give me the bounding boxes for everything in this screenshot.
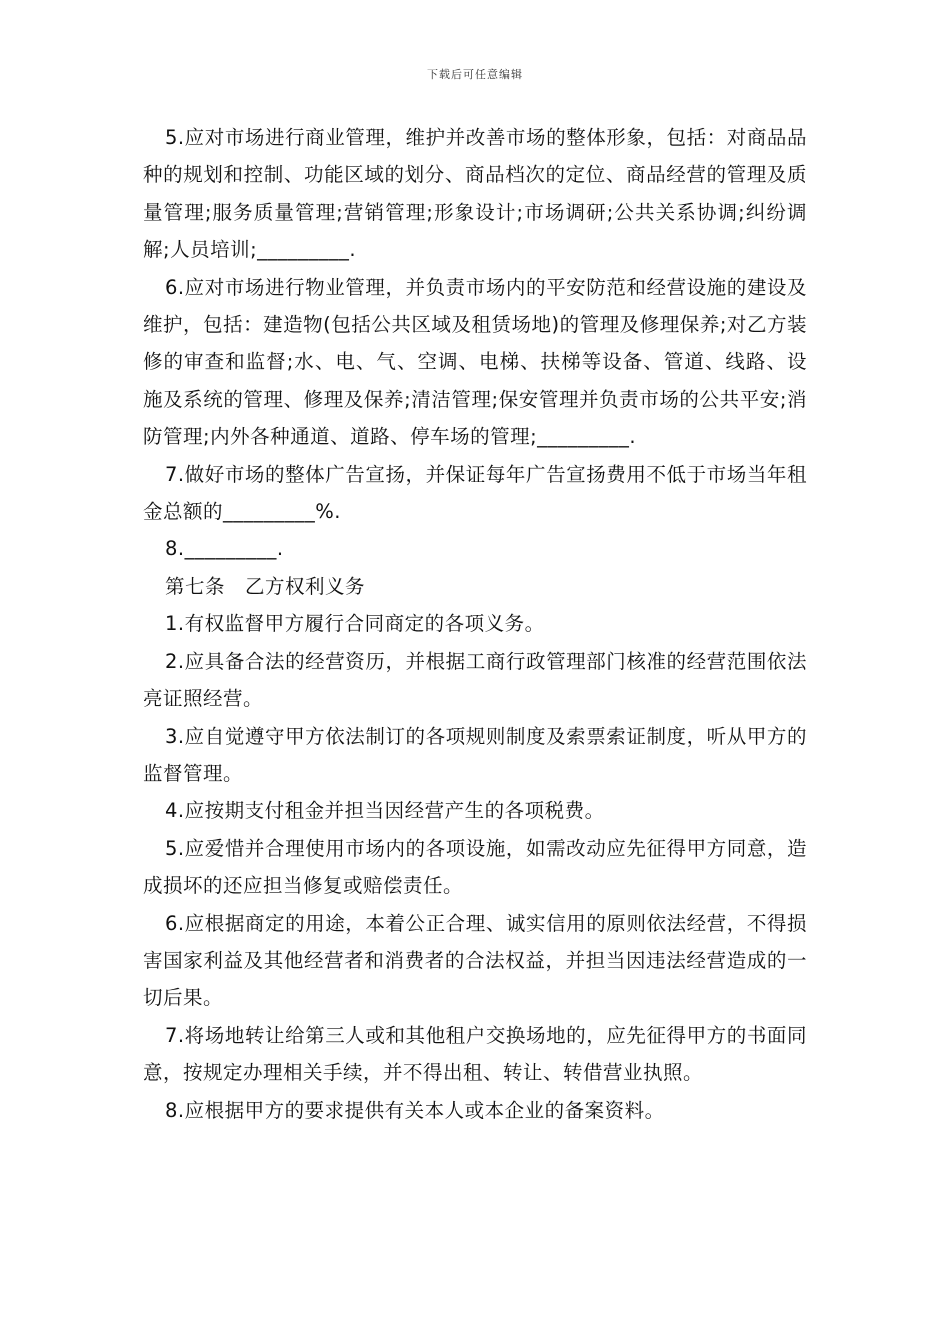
clause-paragraph: 4.应按期支付租金并担当因经营产生的各项税费。 [165,799,605,823]
clause-paragraph: 8._________. [165,537,284,561]
clause-paragraph: 6.应根据商定的用途，本着公正合理、诚实信用的原则依法经营，不得损害国家利益及其他经营者和消费者的合法权益，并担当因违法经营造成的一切后果。 [143,911,807,1010]
clause-paragraph: 2.应具备合法的经营资历，并根据工商行政管理部门核准的经营范围依法亮证照经营。 [143,649,807,711]
clause-paragraph: 8.应根据甲方的要求提供有关本人或本企业的备案资料。 [165,1098,665,1122]
article-heading: 第七条 乙方权利义务 [165,574,366,598]
clause-paragraph: 5.应对市场进行商业管理，维护并改善市场的整体形象，包括：对商品品种的规划和控制、功能区域的划分、商品档次的定位、商品经营的管理及质量管理;服务质量管理;营销管理;形象设计;市场调研;公共关系协调;纠纷调解;人员培训;_________. [143,126,807,262]
page-header: 下载后可任意编辑 [427,68,523,81]
clause-paragraph: 1.有权监督甲方履行合同商定的各项义务。 [165,612,545,636]
clause-paragraph: 7.做好市场的整体广告宣扬，并保证每年广告宣扬费用不低于市场当年租金总额的_________%. [143,462,807,524]
clause-paragraph: 6.应对市场进行物业管理，并负责市场内的平安防范和经营设施的建设及维护，包括：建造物(包括公共区域及租赁场地)的管理及修理保养;对乙方装修的审查和监督;水、电、气、空调、电梯、扶梯等设备、管道、线路、设施及系统的管理、修理及保养;清洁管理;保安管理并负责市场的公共平安;消防管理;内外各种通道、道路、停车场的管理;_________. [143,275,807,449]
document-body [143,119,807,1129]
clause-paragraph: 7.将场地转让给第三人或和其他租户交换场地的，应先征得甲方的书面同意，按规定办理相关手续，并不得出租、转让、转借营业执照。 [143,1023,807,1085]
clause-paragraph: 5.应爱惜并合理使用市场内的各项设施，如需改动应先征得甲方同意，造成损坏的还应担当修复或赔偿责任。 [143,836,807,898]
clause-paragraph: 3.应自觉遵守甲方依法制订的各项规则制度及索票索证制度，听从甲方的监督管理。 [143,724,807,785]
